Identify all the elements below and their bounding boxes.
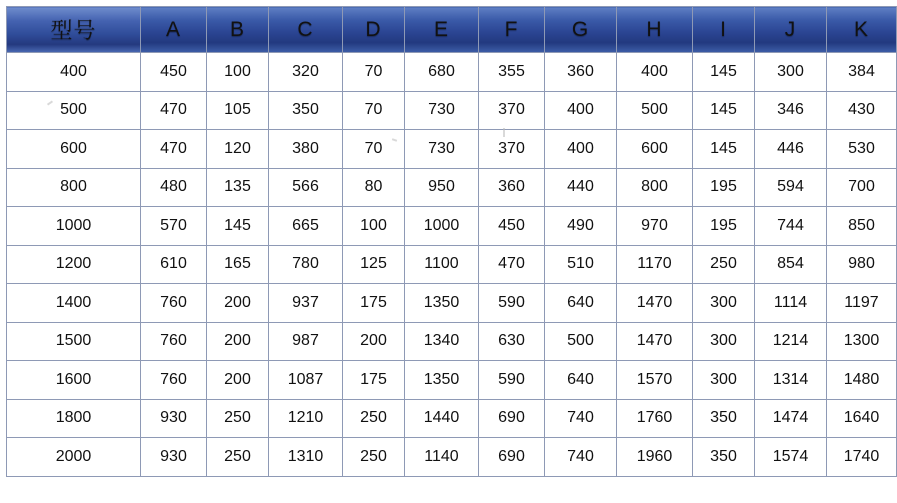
cell-j: 854 bbox=[755, 245, 827, 284]
cell-c: 350 bbox=[269, 91, 343, 130]
cell-e: 680 bbox=[405, 53, 479, 92]
cell-g: 740 bbox=[545, 438, 617, 477]
cell-f: 360 bbox=[479, 168, 545, 207]
cell-b: 200 bbox=[207, 361, 269, 400]
cell-b: 135 bbox=[207, 168, 269, 207]
cell-a: 570 bbox=[141, 207, 207, 246]
cell-g: 400 bbox=[545, 91, 617, 130]
cell-model: 600 bbox=[7, 130, 141, 169]
cell-i: 195 bbox=[693, 207, 755, 246]
cell-c: 380 bbox=[269, 130, 343, 169]
cell-i: 145 bbox=[693, 91, 755, 130]
cell-model: 1000 bbox=[7, 207, 141, 246]
cell-b: 250 bbox=[207, 399, 269, 438]
table-row bbox=[7, 361, 897, 400]
cell-e: 1140 bbox=[405, 438, 479, 477]
cell-j: 1574 bbox=[755, 438, 827, 477]
cell-i: 250 bbox=[693, 245, 755, 284]
cell-d: 70 bbox=[343, 91, 405, 130]
cell-i: 300 bbox=[693, 361, 755, 400]
cell-h: 800 bbox=[617, 168, 693, 207]
table-row bbox=[7, 245, 897, 284]
cell-k: 430 bbox=[827, 91, 897, 130]
cell-h: 1960 bbox=[617, 438, 693, 477]
cell-i: 300 bbox=[693, 322, 755, 361]
cell-a: 760 bbox=[141, 361, 207, 400]
cell-f: 370 bbox=[479, 130, 545, 169]
table-row bbox=[7, 284, 897, 323]
cell-j: 594 bbox=[755, 168, 827, 207]
cell-k: 384 bbox=[827, 53, 897, 92]
cell-f: 450 bbox=[479, 207, 545, 246]
cell-g: 500 bbox=[545, 322, 617, 361]
cell-model: 500 bbox=[7, 91, 141, 130]
cell-a: 930 bbox=[141, 399, 207, 438]
column-header-c: C bbox=[269, 7, 343, 53]
cell-e: 1340 bbox=[405, 322, 479, 361]
cell-a: 610 bbox=[141, 245, 207, 284]
header-row bbox=[7, 7, 897, 53]
cell-f: 630 bbox=[479, 322, 545, 361]
cell-d: 250 bbox=[343, 399, 405, 438]
cell-f: 690 bbox=[479, 438, 545, 477]
cell-k: 980 bbox=[827, 245, 897, 284]
cell-a: 470 bbox=[141, 130, 207, 169]
cell-e: 1000 bbox=[405, 207, 479, 246]
cell-g: 400 bbox=[545, 130, 617, 169]
cell-d: 100 bbox=[343, 207, 405, 246]
column-header-d: D bbox=[343, 7, 405, 53]
cell-e: 730 bbox=[405, 91, 479, 130]
cell-e: 1350 bbox=[405, 361, 479, 400]
cell-f: 690 bbox=[479, 399, 545, 438]
cell-i: 145 bbox=[693, 130, 755, 169]
cell-d: 70 bbox=[343, 53, 405, 92]
cell-b: 250 bbox=[207, 438, 269, 477]
cell-j: 744 bbox=[755, 207, 827, 246]
column-header-f: F bbox=[479, 7, 545, 53]
cell-model: 1400 bbox=[7, 284, 141, 323]
cell-f: 470 bbox=[479, 245, 545, 284]
cell-e: 1440 bbox=[405, 399, 479, 438]
table-body bbox=[7, 53, 897, 477]
cell-i: 350 bbox=[693, 438, 755, 477]
cell-k: 1300 bbox=[827, 322, 897, 361]
cell-d: 125 bbox=[343, 245, 405, 284]
cell-h: 600 bbox=[617, 130, 693, 169]
cell-c: 320 bbox=[269, 53, 343, 92]
cell-h: 1170 bbox=[617, 245, 693, 284]
table-row bbox=[7, 168, 897, 207]
cell-i: 195 bbox=[693, 168, 755, 207]
cell-k: 700 bbox=[827, 168, 897, 207]
cell-b: 200 bbox=[207, 284, 269, 323]
cell-model: 1200 bbox=[7, 245, 141, 284]
cell-k: 1740 bbox=[827, 438, 897, 477]
table-row bbox=[7, 53, 897, 92]
cell-e: 1100 bbox=[405, 245, 479, 284]
cell-c: 566 bbox=[269, 168, 343, 207]
column-header-a: A bbox=[141, 7, 207, 53]
dimension-spec-table bbox=[6, 6, 897, 477]
cell-g: 640 bbox=[545, 361, 617, 400]
cell-e: 1350 bbox=[405, 284, 479, 323]
column-header-i: I bbox=[693, 7, 755, 53]
cell-g: 640 bbox=[545, 284, 617, 323]
cell-model: 2000 bbox=[7, 438, 141, 477]
cell-i: 300 bbox=[693, 284, 755, 323]
cell-b: 100 bbox=[207, 53, 269, 92]
cell-f: 370 bbox=[479, 91, 545, 130]
cell-c: 1210 bbox=[269, 399, 343, 438]
cell-a: 480 bbox=[141, 168, 207, 207]
cell-h: 400 bbox=[617, 53, 693, 92]
cell-h: 970 bbox=[617, 207, 693, 246]
cell-f: 590 bbox=[479, 284, 545, 323]
cell-f: 355 bbox=[479, 53, 545, 92]
cell-model: 1800 bbox=[7, 399, 141, 438]
table-row bbox=[7, 438, 897, 477]
cell-j: 1474 bbox=[755, 399, 827, 438]
cell-j: 346 bbox=[755, 91, 827, 130]
cell-c: 937 bbox=[269, 284, 343, 323]
column-header-model: 型号 bbox=[7, 7, 141, 53]
cell-i: 350 bbox=[693, 399, 755, 438]
cell-d: 175 bbox=[343, 361, 405, 400]
cell-f: 590 bbox=[479, 361, 545, 400]
column-header-h: H bbox=[617, 7, 693, 53]
cell-d: 175 bbox=[343, 284, 405, 323]
cell-a: 470 bbox=[141, 91, 207, 130]
cell-b: 145 bbox=[207, 207, 269, 246]
cell-d: 250 bbox=[343, 438, 405, 477]
cell-e: 950 bbox=[405, 168, 479, 207]
cell-k: 1480 bbox=[827, 361, 897, 400]
cell-b: 165 bbox=[207, 245, 269, 284]
cell-a: 450 bbox=[141, 53, 207, 92]
cell-model: 800 bbox=[7, 168, 141, 207]
column-header-g: G bbox=[545, 7, 617, 53]
cell-j: 300 bbox=[755, 53, 827, 92]
table-row bbox=[7, 207, 897, 246]
table-row bbox=[7, 399, 897, 438]
cell-j: 1114 bbox=[755, 284, 827, 323]
table-row bbox=[7, 130, 897, 169]
cell-d: 70 bbox=[343, 130, 405, 169]
cell-h: 1570 bbox=[617, 361, 693, 400]
cell-model: 400 bbox=[7, 53, 141, 92]
column-header-j: J bbox=[755, 7, 827, 53]
cell-g: 360 bbox=[545, 53, 617, 92]
table-row bbox=[7, 91, 897, 130]
cell-model: 1500 bbox=[7, 322, 141, 361]
cell-k: 850 bbox=[827, 207, 897, 246]
spec-table-page bbox=[0, 6, 880, 503]
cell-b: 200 bbox=[207, 322, 269, 361]
cell-g: 490 bbox=[545, 207, 617, 246]
cell-a: 930 bbox=[141, 438, 207, 477]
cell-g: 740 bbox=[545, 399, 617, 438]
cell-g: 440 bbox=[545, 168, 617, 207]
cell-a: 760 bbox=[141, 322, 207, 361]
table-header bbox=[7, 7, 897, 53]
cell-g: 510 bbox=[545, 245, 617, 284]
cell-b: 105 bbox=[207, 91, 269, 130]
cell-h: 1760 bbox=[617, 399, 693, 438]
cell-j: 1314 bbox=[755, 361, 827, 400]
cell-i: 145 bbox=[693, 53, 755, 92]
cell-j: 446 bbox=[755, 130, 827, 169]
cell-c: 665 bbox=[269, 207, 343, 246]
cell-d: 80 bbox=[343, 168, 405, 207]
column-header-e: E bbox=[405, 7, 479, 53]
cell-j: 1214 bbox=[755, 322, 827, 361]
cell-h: 1470 bbox=[617, 284, 693, 323]
cell-c: 1310 bbox=[269, 438, 343, 477]
cell-h: 1470 bbox=[617, 322, 693, 361]
cell-k: 530 bbox=[827, 130, 897, 169]
cell-a: 760 bbox=[141, 284, 207, 323]
cell-model: 1600 bbox=[7, 361, 141, 400]
cell-c: 780 bbox=[269, 245, 343, 284]
column-header-k: K bbox=[827, 7, 897, 53]
cell-b: 120 bbox=[207, 130, 269, 169]
column-header-b: B bbox=[207, 7, 269, 53]
cell-h: 500 bbox=[617, 91, 693, 130]
cell-d: 200 bbox=[343, 322, 405, 361]
cell-c: 987 bbox=[269, 322, 343, 361]
table-row bbox=[7, 322, 897, 361]
cell-c: 1087 bbox=[269, 361, 343, 400]
cell-k: 1197 bbox=[827, 284, 897, 323]
cell-k: 1640 bbox=[827, 399, 897, 438]
cell-e: 730 bbox=[405, 130, 479, 169]
